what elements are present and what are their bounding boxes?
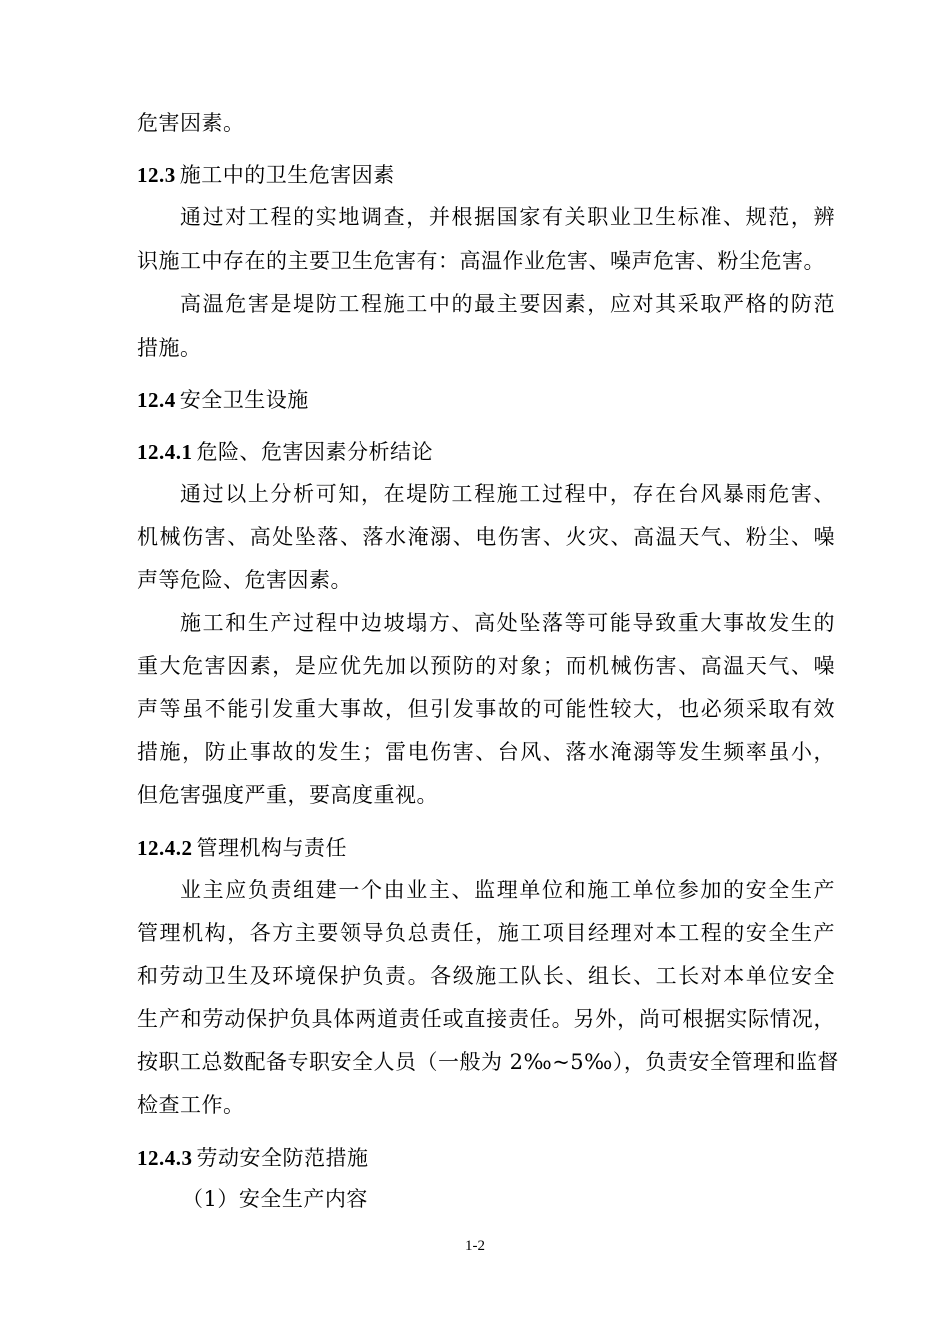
- body-text-line: 识施工中存在的主要卫生危害有：高温作业危害、噪声危害、粉尘危害。: [137, 249, 825, 273]
- section-number: 12.4.1: [137, 440, 193, 464]
- body-text-line: 按职工总数配备专职安全人员（一般为 2‰~5‰），负责安全管理和监督: [137, 1050, 839, 1074]
- section-heading-12-4-2: [137, 833, 347, 863]
- list-item: （1）安全生产内容: [182, 1187, 368, 1211]
- body-text-line: 重大危害因素，是应优先加以预防的对象；而机械伤害、高温天气、噪: [137, 654, 835, 678]
- section-title: 劳动安全防范措施: [196, 1146, 369, 1170]
- section-number: 12.3: [137, 163, 176, 187]
- body-text-line: 声等虽不能引发重大事故，但引发事故的可能性较大，也必须采取有效: [137, 697, 835, 721]
- body-text-line: 声等危险、危害因素。: [137, 568, 352, 592]
- page-number: 1-2: [465, 1238, 485, 1254]
- section-title: 危险、危害因素分析结论: [196, 440, 433, 464]
- section-title: 施工中的卫生危害因素: [179, 163, 395, 187]
- body-text-line: 管理机构，各方主要领导负总责任，施工项目经理对本工程的安全生产: [137, 921, 835, 945]
- body-text-line: 但危害强度严重，要高度重视。: [137, 783, 438, 807]
- body-text-line: 业主应负责组建一个由业主、监理单位和施工单位参加的安全生产: [180, 878, 835, 902]
- section-number: 12.4.2: [137, 836, 193, 860]
- body-text-line: 和劳动卫生及环境保护负责。各级施工队长、组长、工长对本单位安全: [137, 964, 835, 988]
- body-text-line: 高温危害是堤防工程施工中的最主要因素，应对其采取严格的防范: [180, 292, 835, 316]
- body-text-line: 措施，防止事故的发生；雷电伤害、台风、落水淹溺等发生频率虽小，: [137, 740, 835, 764]
- section-heading-12-4: [137, 385, 309, 415]
- body-text-line: 措施。: [137, 336, 202, 360]
- body-text-line: 生产和劳动保护负具体两道责任或直接责任。另外，尚可根据实际情况，: [137, 1007, 835, 1031]
- body-text-line: 通过对工程的实地调查，并根据国家有关职业卫生标准、规范，辨: [180, 205, 835, 229]
- section-heading-12-3: [137, 160, 395, 190]
- section-title: 管理机构与责任: [196, 836, 347, 860]
- body-text-line: 施工和生产过程中边坡塌方、高处坠落等可能导致重大事故发生的: [180, 611, 835, 635]
- body-text-line: 机械伤害、高处坠落、落水淹溺、电伤害、火灾、高温天气、粉尘、噪: [137, 525, 835, 549]
- body-text-line: 危害因素。: [137, 111, 245, 135]
- section-heading-12-4-3: [137, 1143, 369, 1173]
- section-title: 安全卫生设施: [179, 388, 309, 412]
- section-number: 12.4.3: [137, 1146, 193, 1170]
- section-heading-12-4-1: [137, 437, 433, 467]
- body-text-line: 检查工作。: [137, 1093, 245, 1117]
- section-number: 12.4: [137, 388, 176, 412]
- body-text-line: 通过以上分析可知，在堤防工程施工过程中，存在台风暴雨危害、: [180, 482, 835, 506]
